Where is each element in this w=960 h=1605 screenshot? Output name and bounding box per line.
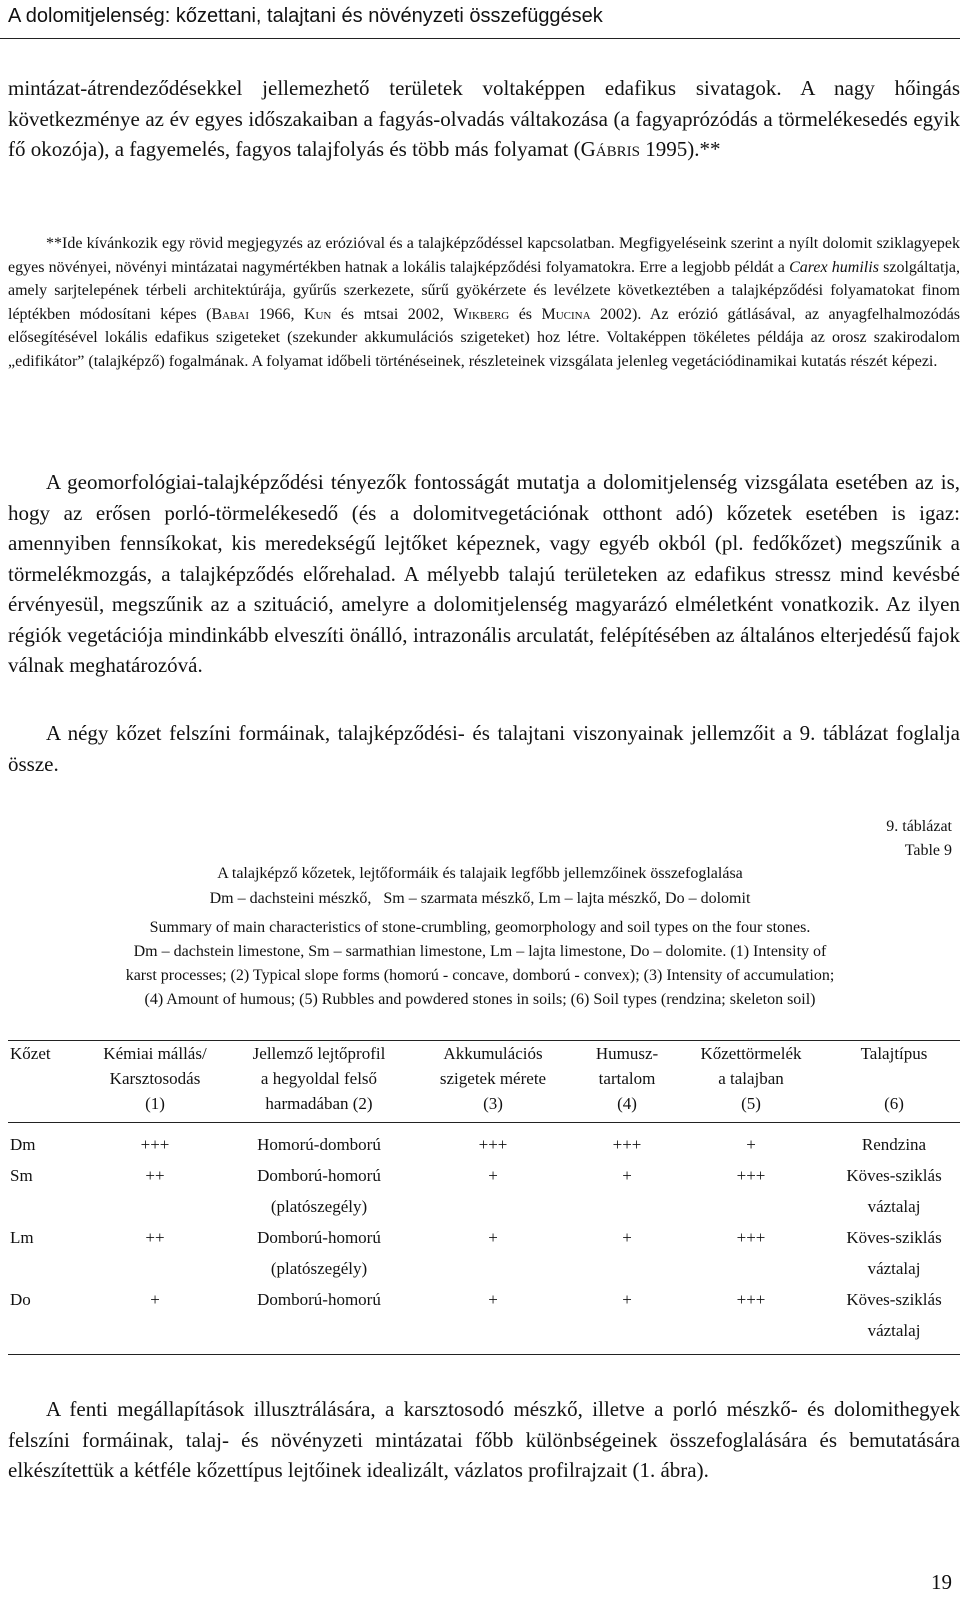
col-header-humus: Humusz- tartalom (4) bbox=[595, 1044, 659, 1113]
col-header-karst: Kémiai mállás/ Karsztosodás (1) bbox=[103, 1044, 207, 1113]
table-number bbox=[886, 815, 952, 862]
species-name: Carex humilis bbox=[789, 258, 879, 276]
table-title-en: Summary of main characteristics of stone-crumbling, geomorphology and soil types on the four stones. bbox=[149, 919, 811, 936]
table-row: Lm ++ Domború-homorú (platószegély) + + +++ Köves-sziklás váztalaj bbox=[10, 1228, 942, 1278]
paragraph-4: A fenti megállapítások illusztrálására, a karsztosodó mészkő, illetve a porló mészkő- és dolomithegyek felszíni formáinak, talaj- és növényzeti mintázatai főbb különbségeinek összefoglalására és bemutatására elkészítettük a kétféle kőzettípus lejtőinek idealizált, vázlatos profilrajzait (1. ábra). bbox=[8, 1397, 960, 1482]
footnote: **Ide kívánkozik egy rövid megjegyzés az erózióval és a talajképződéssel kapcsolatban. Megfigyeléseink szerint a nyílt dolomit sziklagyepek egyes növényei, növényi mintázatai nagymértékben hatnak a lokális talajképződési folyamatokra. Erre a legjobb példát a Carex humilis szolgáltatja, amely sarjtelepének térbeli architektúrája, gyűrűs szerkezete, sűrű gyökérzete és levélzete következtében a talajképződési folyamatokat finom léptékben módosítani képes (Babai 1966, Kun és mtsai 2002, Wikberg és Mucina 2002). Az erózió gátlásával, az anyagfelhalmozódás elősegítésével lokális edafikus szigeteket (szekunder akkumulációs szigeteket) hoz létre. Voltaképpen tökéletes példája az orosz szakirodalom „edifikátor” (talajképző) fogalmának. A folyamat időbeli történéseinek, részleteinek vizsgálata jelenleg vegetációdinamikai kutatás részét képezi. bbox=[8, 235, 960, 370]
running-header-title: A dolomitjelenség: kőzettani, talajtani és növényzeti összefüggések bbox=[8, 5, 603, 27]
table-row: Dm +++ Homorú-domború +++ +++ + Rendzina bbox=[10, 1135, 927, 1154]
table-legend-en-3: (4) Amount of humous; (5) Rubbles and powdered stones in soils; (6) Soil types (rendzina; skeleton soil) bbox=[144, 991, 816, 1008]
paragraph-1-text-b: 1995).** bbox=[640, 137, 721, 161]
col-header-rock: Kőzet bbox=[10, 1044, 51, 1063]
table-row: Sm ++ Domború-homorú (platószegély) + + +++ Köves-sziklás váztalaj bbox=[10, 1166, 942, 1216]
running-header bbox=[0, 0, 960, 39]
paragraph-1 bbox=[8, 73, 960, 165]
col-header-rubble: Kőzettörmelék a talajban (5) bbox=[700, 1044, 802, 1113]
paragraph-3: A négy kőzet felszíni formáinak, talajképződési- és talajtani viszonyainak jellemzőit a 9. táblázat foglalja össze. bbox=[8, 721, 960, 776]
col-header-accumulation: Akkumulációs szigetek mérete (3) bbox=[439, 1044, 547, 1113]
table-number-hu: 9. táblázat bbox=[886, 818, 952, 835]
soil-table bbox=[8, 1040, 960, 1355]
table-title-hu: A talajképző kőzetek, lejtőformáik és talajaik legfőbb jellemzőinek összefoglalása bbox=[217, 865, 743, 882]
table-legend-hu: Dm – dachsteini mészkő, Sm – szarmata mészkő, Lm – lajta mészkő, Do – dolomit bbox=[209, 890, 751, 907]
table-row: Do + Domború-homorú + + +++ Köves-sziklás váztalaj bbox=[10, 1290, 942, 1340]
table-legend-en-1: Dm – dachstein limestone, Sm – sarmathian limestone, Lm – lajta limestone, Do – dolomite. (1) Intensity of bbox=[133, 943, 827, 960]
table-legend-en-2: karst processes; (2) Typical slope forms (homorú - concave, domború - convex); (3) Intensity of accumulation; bbox=[125, 967, 835, 984]
col-header-slope: Jellemző lejtőprofil a hegyoldal felső harmadában (2) bbox=[252, 1044, 386, 1113]
citation-author-gabris: Gábris bbox=[580, 137, 640, 161]
table-header-row bbox=[8, 1041, 960, 1123]
table-number-en: Table 9 bbox=[904, 841, 952, 859]
page-number: 19 bbox=[931, 1570, 952, 1594]
paragraph-2: A geomorfológiai-talajképződési tényezők fontosságát mutatja a dolomitjelenség vizsgálata esetében az is, hogy az erősen porló-törmelékesedő (és a dolomitvegetációnak otthont adó) kőzetek esetében is igaz: amennyiben fennsíkokat, kis meredekségű lejtőket képeznek, vagy egyéb okból (pl. fedőkőzet) megszűnik a törmelékmozgás, a talajképződés előrehalad. A mélyebb talajú területeken az edafikus stressz mind kevésbé érvényesül, megszűnik az a szituáció, amelyre a dolomitjelenség magyarázó elméletként vonatkozik. Az ilyen régiók vegetációja mindinkább elveszíti önálló, intrazonális arculatát, felépítésében az általános elterjedésű fajok válnak meghatározóvá. bbox=[8, 470, 960, 677]
col-header-soil: Talajtípus (6) bbox=[860, 1044, 928, 1113]
paragraph-1-text-a: mintázat-átrendeződésekkel jellemezhető területek voltaképpen edafikus sivatagok. A nagy hőingás következménye az év egyes időszakaiban a fagyás-olvadás váltakozása (a fagyaprózódás a törmelékesedés egyik fő okozója), a fagyemelés, fagyos talajfolyás és több más folyamat ( bbox=[8, 76, 960, 161]
